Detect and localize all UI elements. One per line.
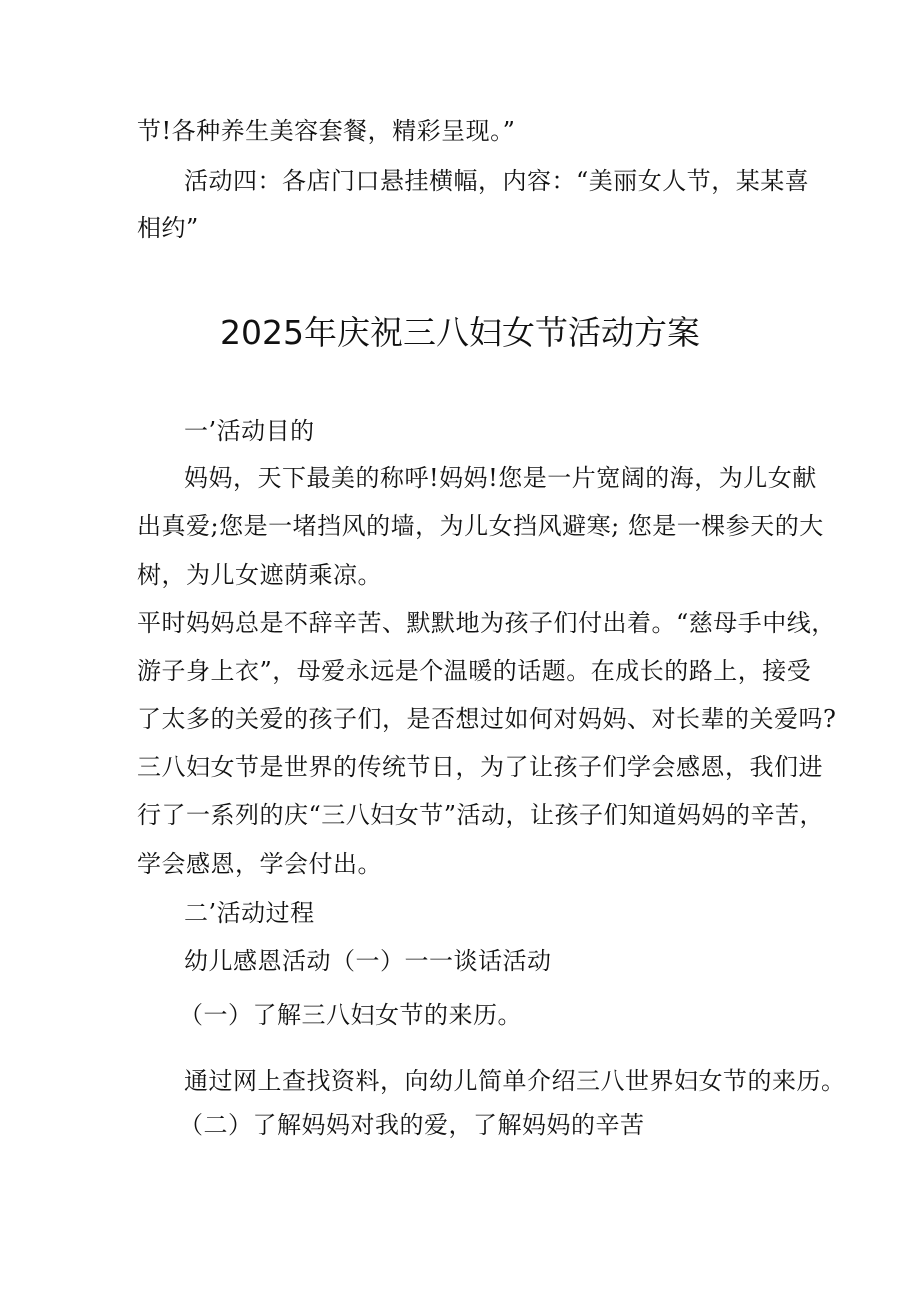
text-line: 相约” (137, 214, 199, 242)
paragraph-line: 游子身上衣”，母爱永远是个温暖的话题。在成长的路上，接受 (137, 657, 812, 685)
paragraph-line: 三八妇女节是世界的传统节日，为了让孩子们学会感恩，我们进 (137, 753, 823, 781)
paragraph-line: 出真爱;您是一堵挡风的墙，为儿女挡风避寒; 您是一棵参天的大 (137, 512, 824, 540)
paragraph-line: 妈妈，天下最美的称呼!妈妈!您是一片宽阔的海，为儿女献 (184, 464, 817, 492)
subheading: （一）了解三八妇女节的来历。 (179, 1001, 522, 1029)
paragraph-line: 平时妈妈总是不辞辛苦、默默地为孩子们付出着。“慈母手中线， (137, 609, 836, 637)
paragraph-line: 行了一系列的庆“三八妇女节”活动，让孩子们知道妈妈的辛苦， (137, 801, 825, 829)
paragraph-line: 通过网上查找资料，向幼儿简单介绍三八世界妇女节的来历。 (184, 1067, 846, 1095)
paragraph-line: 树，为儿女遮荫乘凉。 (137, 561, 382, 589)
subheading: （二）了解妈妈对我的爱，了解妈妈的辛苦 (179, 1111, 645, 1139)
text-line: 节!各种养生美容套餐，精彩呈现。” (137, 117, 516, 145)
section-heading: 一’活动目的 (184, 417, 315, 445)
paragraph-line: 幼儿感恩活动（一）一一谈话活动 (184, 947, 552, 975)
section-heading: 二’活动过程 (184, 899, 315, 927)
document-title: 2025年庆祝三八妇女节活动方案 (220, 313, 700, 352)
text-line: 活动四：各店门口悬挂横幅，内容：“美丽女人节，某某喜 (184, 167, 810, 195)
paragraph-line: 学会感恩，学会付出。 (137, 850, 382, 878)
paragraph-line: 了太多的关爱的孩子们，是否想过如何对妈妈、对长辈的关爱吗? (137, 705, 837, 733)
